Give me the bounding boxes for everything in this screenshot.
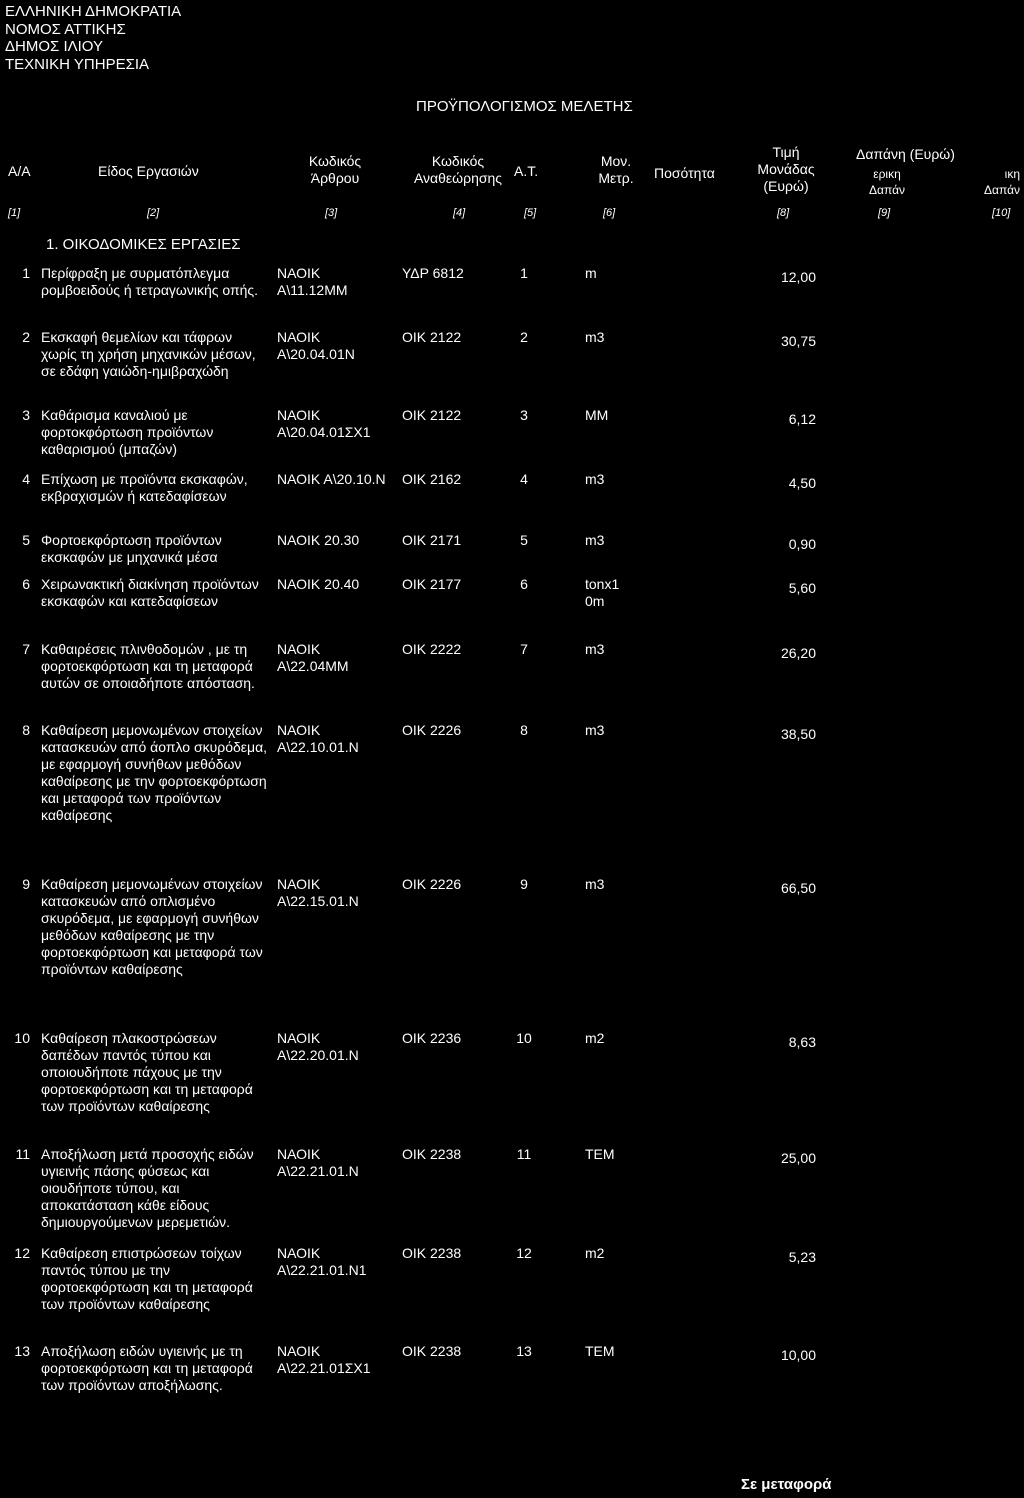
row-revision-code: ΟΙΚ 2238: [402, 1146, 462, 1162]
authority-block: [5, 3, 181, 73]
column-index-1: [1]: [8, 207, 21, 219]
carry-forward-label: Σε μεταφορά: [741, 1476, 832, 1493]
header-unit: [596, 153, 636, 187]
row-number: 7: [22, 641, 30, 657]
header-cost-partial-line1: ερικη: [873, 167, 901, 181]
row-number: 3: [22, 407, 30, 423]
row-revision-code: ΟΙΚ 2238: [402, 1343, 462, 1359]
row-number: 13: [14, 1343, 30, 1359]
row-article-code: ΝΑΟΙΚ Α\22.15.01.Ν: [277, 876, 359, 909]
row-unit: m3: [585, 532, 605, 548]
row-unit: m2: [585, 1245, 605, 1261]
row-article-code: ΝΑΟΙΚ Α\20.10.Ν: [277, 471, 386, 487]
row-description: Καθαίρεση μεμονωμένων στοιχείων κατασκευών από άοπλο σκυρόδεμα, με εφαρμογή συνήθων μεθόδων καθαίρεσης με την φορτοεκφόρτωση και μεταφορά των προϊόντων καθαίρεσης: [41, 722, 268, 823]
column-index-2: [2]: [147, 207, 160, 219]
row-unit: m: [585, 265, 597, 281]
row-description: Επίχωση με προϊόντα εκσκαφών, εκβραχισμών ή κατεδαφίσεων: [41, 471, 248, 504]
row-revision-code: ΟΙΚ 2238: [402, 1245, 462, 1261]
row-number: 5: [22, 532, 30, 548]
row-article-code: ΝΑΟΙΚ Α\20.04.01ΣΧ1: [277, 407, 371, 440]
header-quantity: Ποσότητα: [654, 165, 715, 181]
row-article-code: ΝΑΟΙΚ Α\22.20.01.Ν: [277, 1030, 359, 1063]
row-description: Εκσκαφή θεμελίων και τάφρων χωρίς τη χρήση μηχανικών μέσων, σε εδάφη γαιώδη-ημιβραχώδη: [41, 329, 256, 379]
row-description: Φορτοεκφόρτωση προϊόντων εκσκαφών με μηχανικά μέσα: [41, 532, 222, 565]
row-article-code: ΝΑΟΙΚ 20.30: [277, 532, 360, 548]
row-number: 6: [22, 576, 30, 592]
row-unit-price: 12,00: [780, 269, 816, 285]
row-unit-price: 0,90: [788, 536, 816, 552]
row-description: Χειρωνακτική διακίνηση προϊόντων εκσκαφών και κατεδαφίσεων: [41, 576, 259, 609]
row-article-code: ΝΑΟΙΚ Α\22.04ΜΜ: [277, 641, 349, 674]
row-unit-price: 10,00: [780, 1347, 816, 1363]
row-revision-code: ΟΙΚ 2222: [402, 641, 462, 657]
row-description: Καθαίρεση πλακοστρώσεων δαπέδων παντός τύπου και οποιουδήποτε πάχους με την φορτοεκφόρτωση και τη μεταφορά των προϊόντων καθαίρεσης: [41, 1030, 253, 1114]
header-cost-total-line2: Δαπάν: [984, 183, 1020, 197]
row-unit: m3: [585, 641, 605, 657]
row-description: Καθαίρεση επιστρώσεων τοίχων παντός τύπου με την φορτοεκφόρτωση και τη μεταφορά των προϊόντων καθαίρεσης: [41, 1245, 253, 1312]
header-article-code-line1: Κωδικός: [308, 153, 362, 169]
row-unit-price: 25,00: [780, 1150, 816, 1166]
row-unit-price: 8,63: [788, 1034, 816, 1050]
header-unit-price-line2: Μονάδας: [757, 161, 815, 177]
row-number: 9: [22, 876, 30, 892]
header-revision-code-line2: Αναθεώρησης: [413, 170, 503, 186]
row-unit-price: 66,50: [780, 880, 816, 896]
row-article-code: ΝΑΟΙΚ Α\22.21.01.Ν: [277, 1146, 359, 1179]
column-index-4: [4]: [453, 207, 466, 219]
column-index-3: [3]: [325, 207, 338, 219]
row-revision-code: ΟΙΚ 2177: [402, 576, 462, 592]
header-unit-price-line1: Τιμή: [772, 144, 800, 160]
section-title: 1. ΟΙΚΟΔΟΜΙΚΕΣ ΕΡΓΑΣΙΕΣ: [46, 236, 241, 253]
row-at: 6: [520, 576, 528, 592]
row-unit-price: 5,23: [788, 1249, 816, 1265]
row-number: 2: [22, 329, 30, 345]
row-number: 12: [14, 1245, 30, 1261]
column-index-6: [6]: [603, 207, 616, 219]
row-number: 1: [22, 265, 30, 281]
header-unit-line1: Μον.: [600, 153, 632, 169]
row-article-code: ΝΑΟΙΚ Α\20.04.01Ν: [277, 329, 355, 362]
row-at: 13: [516, 1343, 532, 1359]
header-unit-price-line3: (Ευρώ): [763, 178, 809, 194]
row-at: 7: [520, 641, 528, 657]
header-cost-total: [970, 166, 1020, 198]
authority-line-municipality: ΔΗΜΟΣ ΙΛΙΟΥ: [5, 38, 103, 55]
row-unit-price: 4,50: [788, 475, 816, 491]
row-description: Αποξήλωση ειδών υγιεινής με τη φορτοεκφόρτωση και τη μεταφορά των προϊόντων αποξήλωσης.: [41, 1343, 253, 1393]
authority-line-department: ΤΕΧΝΙΚΗ ΥΠΗΡΕΣΙΑ: [5, 55, 150, 73]
row-number: 4: [22, 471, 30, 487]
row-unit: m3: [585, 329, 605, 345]
row-article-code: ΝΑΟΙΚ Α\22.10.01.Ν: [277, 722, 359, 755]
row-unit: ΤΕΜ: [585, 1146, 615, 1162]
column-index-8: [8]: [777, 207, 790, 219]
header-article-code: [299, 153, 371, 187]
row-at: 2: [520, 329, 528, 345]
header-cost-total-line1: ικη: [1004, 167, 1020, 181]
row-at: 12: [516, 1245, 532, 1261]
row-revision-code: ΥΔΡ 6812: [402, 265, 464, 281]
row-unit-price: 30,75: [780, 333, 816, 349]
row-number: 8: [22, 722, 30, 738]
header-cost-group: Δαπάνη (Ευρώ): [856, 146, 955, 162]
row-at: 4: [520, 471, 528, 487]
row-at: 9: [520, 876, 528, 892]
row-unit: ΤΕΜ: [585, 1343, 615, 1359]
row-revision-code: ΟΙΚ 2226: [402, 722, 462, 738]
row-revision-code: ΟΙΚ 2162: [402, 471, 462, 487]
column-index-10: [10]: [992, 207, 1011, 219]
row-unit: m2: [585, 1030, 605, 1046]
row-at: 5: [520, 532, 528, 548]
header-revision-code: [407, 153, 509, 187]
row-unit: ΜΜ: [585, 407, 609, 423]
header-aa: Α/Α: [8, 163, 31, 179]
row-article-code: ΝΑΟΙΚ Α\22.21.01ΣΧ1: [277, 1343, 371, 1376]
row-unit: m3: [585, 471, 605, 487]
authority-line-prefecture: ΝΟΜΟΣ ΑΤΤΙΚΗΣ: [5, 20, 126, 38]
row-article-code: ΝΑΟΙΚ 20.40: [277, 576, 360, 592]
header-description: Είδος Εργασιών: [98, 163, 199, 179]
row-description: Καθαιρέσεις πλινθοδομών , με τη φορτοεκφόρτωση και τη μεταφορά αυτών σε οποιαδήποτε απόσταση.: [41, 641, 255, 691]
row-at: 8: [520, 722, 528, 738]
header-revision-code-line1: Κωδικός: [431, 153, 485, 169]
row-unit: tonx1 0m: [585, 576, 620, 609]
row-number: 11: [15, 1146, 30, 1162]
row-unit: m3: [585, 722, 605, 738]
row-revision-code: ΟΙΚ 2122: [402, 329, 462, 345]
row-at: 11: [516, 1146, 532, 1162]
header-article-code-line2: Άρθρου: [310, 170, 360, 186]
row-at: 10: [516, 1030, 532, 1046]
row-unit-price: 5,60: [788, 580, 816, 596]
row-unit-price: 6,12: [788, 411, 816, 427]
header-unit-line2: Μετρ.: [598, 170, 634, 186]
column-index-5: [5]: [524, 207, 537, 219]
row-revision-code: ΟΙΚ 2226: [402, 876, 462, 892]
header-at: Α.Τ.: [514, 163, 539, 179]
row-revision-code: ΟΙΚ 2122: [402, 407, 462, 423]
authority-line-country: ΕΛΛΗΝΙΚΗ ΔΗΜΟΚΡΑΤΙΑ: [5, 3, 182, 20]
document-title: ΠΡΟΫΠΟΛΟΓΙΣΜΟΣ ΜΕΛΕΤΗΣ: [416, 98, 633, 115]
row-at: 1: [520, 265, 528, 281]
row-revision-code: ΟΙΚ 2236: [402, 1030, 462, 1046]
header-cost-partial: [856, 166, 918, 198]
row-unit-price: 26,20: [780, 645, 816, 661]
row-unit-price: 38,50: [780, 726, 816, 742]
header-cost-partial-line2: Δαπάν: [869, 183, 905, 197]
row-description: Αποξήλωση μετά προσοχής ειδών υγιεινής πάσης φύσεως και οιουδήποτε τύπου, και αποκατάσταση κάθε είδους δημιουργούμενων μερεμετιών.: [41, 1146, 254, 1230]
row-number: 10: [14, 1030, 30, 1046]
column-index-9: [9]: [878, 207, 891, 219]
row-article-code: ΝΑΟΙΚ Α\11.12ΜΜ: [277, 265, 348, 298]
row-description: Καθαίρεση μεμονωμένων στοιχείων κατασκευών από οπλισμένο σκυρόδεμα, με εφαρμογή συνήθων μεθόδων καθαίρεσης με την φορτοεκφόρτωση και μεταφορά των προϊόντων καθαίρεσης: [41, 876, 263, 977]
row-revision-code: ΟΙΚ 2171: [402, 532, 462, 548]
row-description: Καθάρισμα καναλιού με φορτοκφόρτωση προϊόντων καθαρισμού (μπαζών): [41, 407, 214, 457]
row-unit: m3: [585, 876, 605, 892]
row-at: 3: [520, 407, 528, 423]
header-unit-price: [745, 144, 827, 195]
row-description: Περίφραξη με συρματόπλεγμα ρομβοειδούς ή τετραγωνικής οπής.: [41, 265, 259, 298]
row-article-code: ΝΑΟΙΚ Α\22.21.01.Ν1: [277, 1245, 367, 1278]
